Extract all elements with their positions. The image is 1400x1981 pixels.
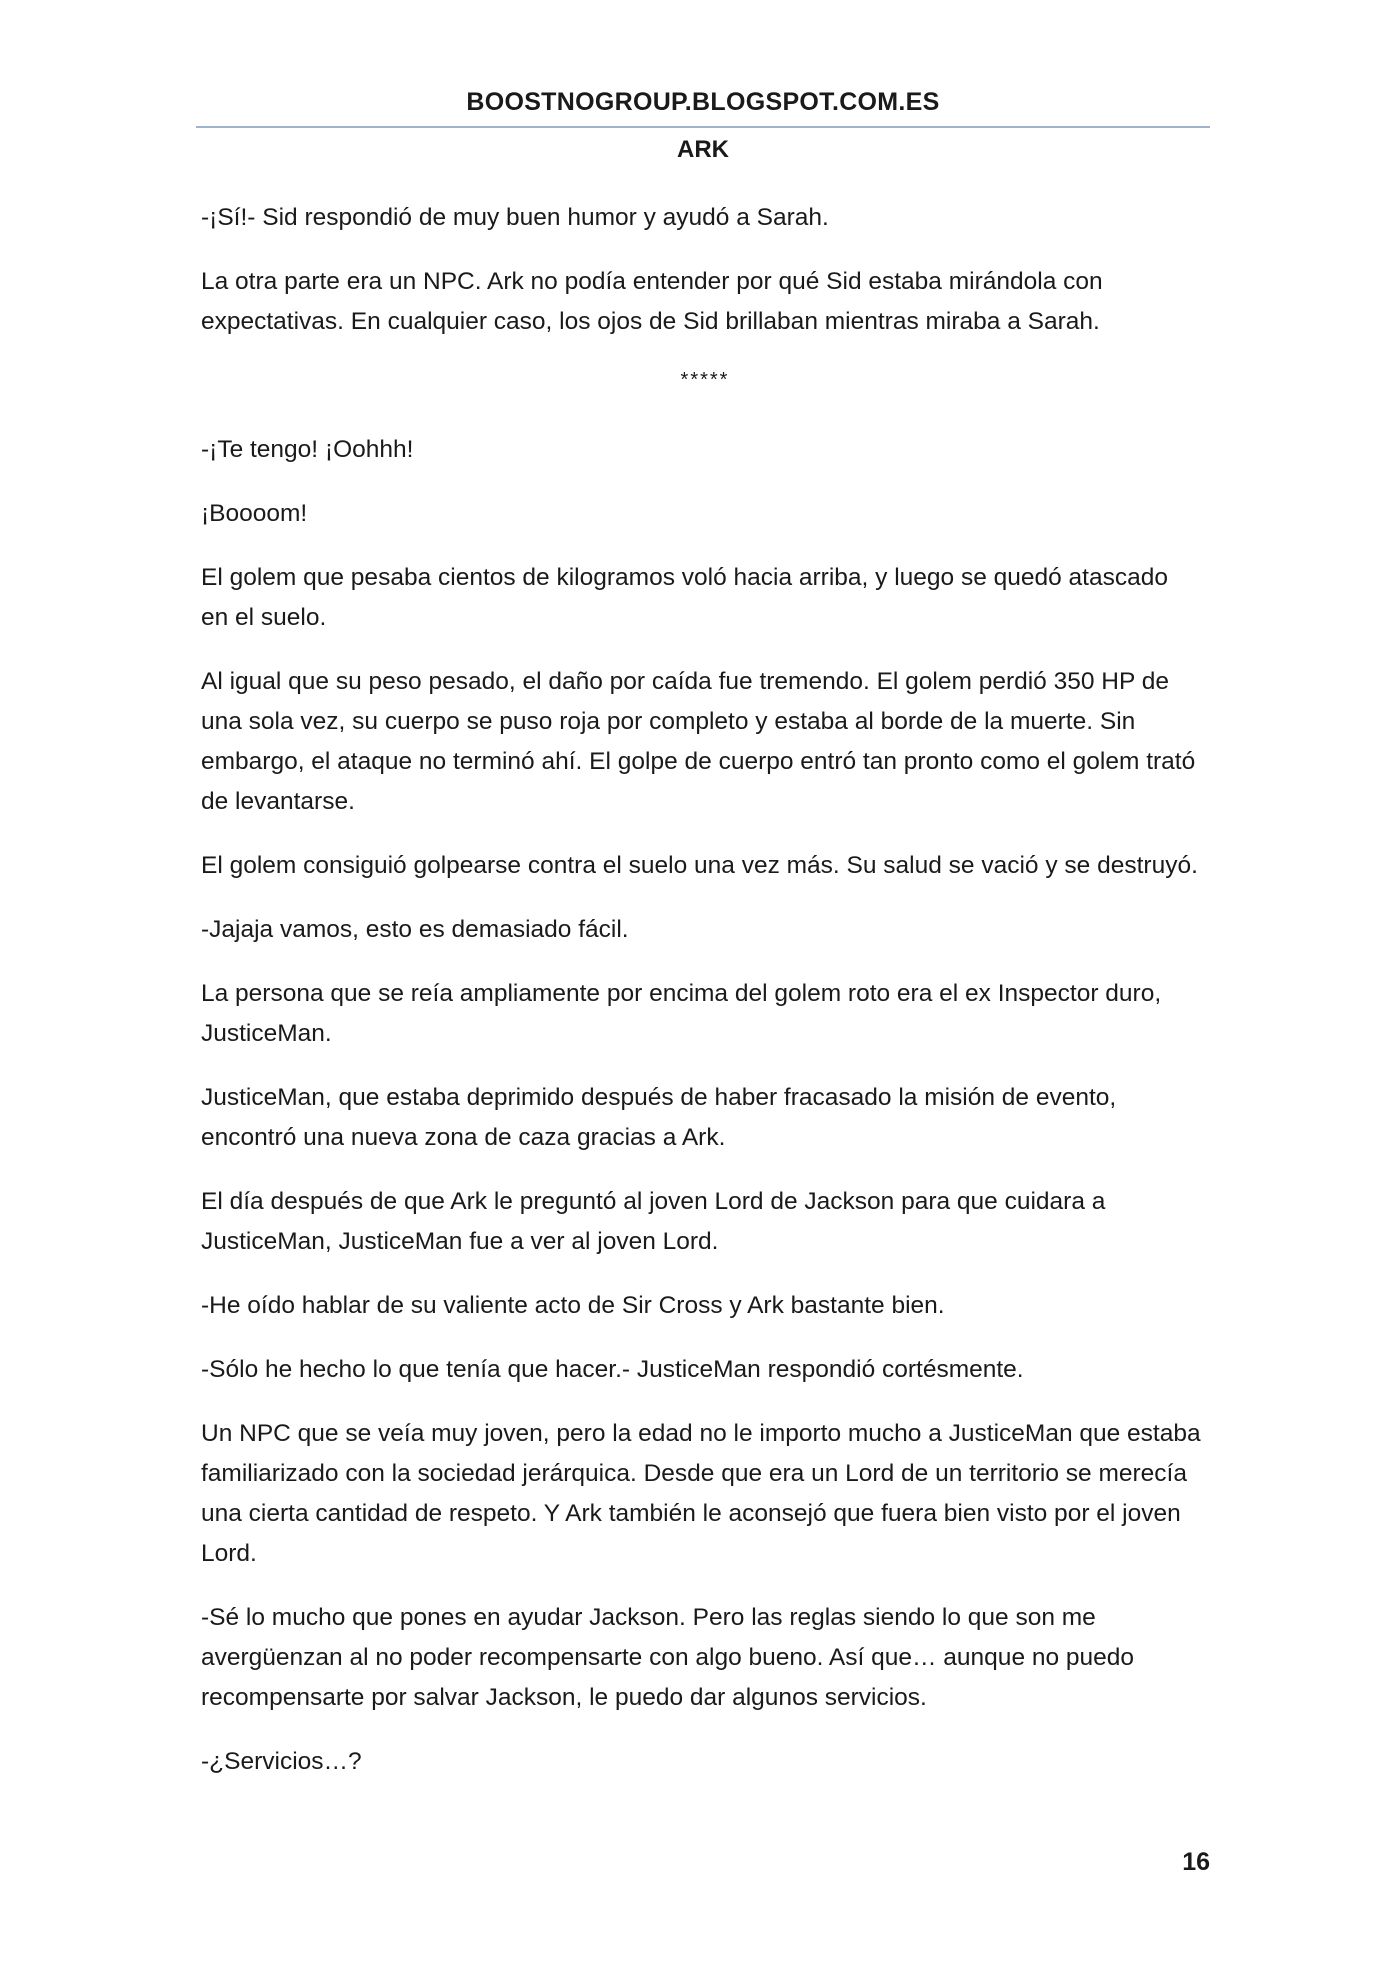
paragraph: El golem consiguió golpearse contra el suelo una vez más. Su salud se vació y se destruyó. bbox=[201, 852, 1198, 879]
paragraph: -¿Servicios…? bbox=[201, 1748, 362, 1775]
site-name: BOOSTNOGROUP.BLOGSPOT.COM.ES bbox=[466, 88, 940, 116]
book-title: ARK bbox=[677, 136, 729, 163]
page-number: 16 bbox=[1182, 1848, 1210, 1876]
paragraph: Al igual que su peso pesado, el daño por caída fue tremendo. El golem perdió 350 HP de una sola vez, su cuerpo se puso roja por completo y estaba al borde de la muerte. Sin embargo, el ataque no terminó ahí. El golpe de cuerpo entró tan pronto como el golem trató de levantarse. bbox=[201, 668, 1196, 815]
body-text bbox=[201, 198, 1201, 1806]
paragraph: El golem que pesaba cientos de kilogramos voló hacia arriba, y luego se quedó atascado en el suelo. bbox=[201, 564, 1168, 631]
paragraph: -Sólo he hecho lo que tenía que hacer.- JusticeMan respondió cortésmente. bbox=[201, 1356, 1024, 1383]
paragraph: JusticeMan, que estaba deprimido después de haber fracasado la misión de evento, encontró una nueva zona de caza gracias a Ark. bbox=[201, 1084, 1117, 1151]
paragraph: Un NPC que se veía muy joven, pero la edad no le importo mucho a JusticeMan que estaba familiarizado con la sociedad jerárquica. Desde que era un Lord de un territorio se merecía una cierta cantidad de respeto. Y Ark también le aconsejó que fuera bien visto por el joven Lord. bbox=[201, 1420, 1201, 1567]
header-divider bbox=[196, 126, 1210, 128]
paragraph: -Jajaja vamos, esto es demasiado fácil. bbox=[201, 916, 629, 943]
paragraph: El día después de que Ark le preguntó al joven Lord de Jackson para que cuidara a JusticeMan, JusticeMan fue a ver al joven Lord. bbox=[201, 1188, 1106, 1255]
page-header bbox=[196, 82, 1210, 170]
paragraph: La otra parte era un NPC. Ark no podía entender por qué Sid estaba mirándola con expectativas. En cualquier caso, los ojos de Sid brillaban mientras miraba a Sarah. bbox=[201, 268, 1103, 335]
paragraph: -¡Sí!- Sid respondió de muy buen humor y ayudó a Sarah. bbox=[201, 204, 829, 231]
paragraph: -¡Te tengo! ¡Oohhh! bbox=[201, 436, 414, 463]
paragraph: -Sé lo mucho que pones en ayudar Jackson. Pero las reglas siendo lo que son me avergüenzan al no poder recompensarte con algo bueno. Así que… aunque no puedo recompensarte por salvar Jackson, le puedo dar algunos servicios. bbox=[201, 1604, 1135, 1711]
paragraph: La persona que se reía ampliamente por encima del golem roto era el ex Inspector duro, JusticeMan. bbox=[201, 980, 1162, 1047]
scene-separator: ***** bbox=[680, 369, 730, 391]
paragraph: -He oído hablar de su valiente acto de Sir Cross y Ark bastante bien. bbox=[201, 1292, 945, 1319]
paragraph: ¡Boooom! bbox=[201, 500, 308, 527]
